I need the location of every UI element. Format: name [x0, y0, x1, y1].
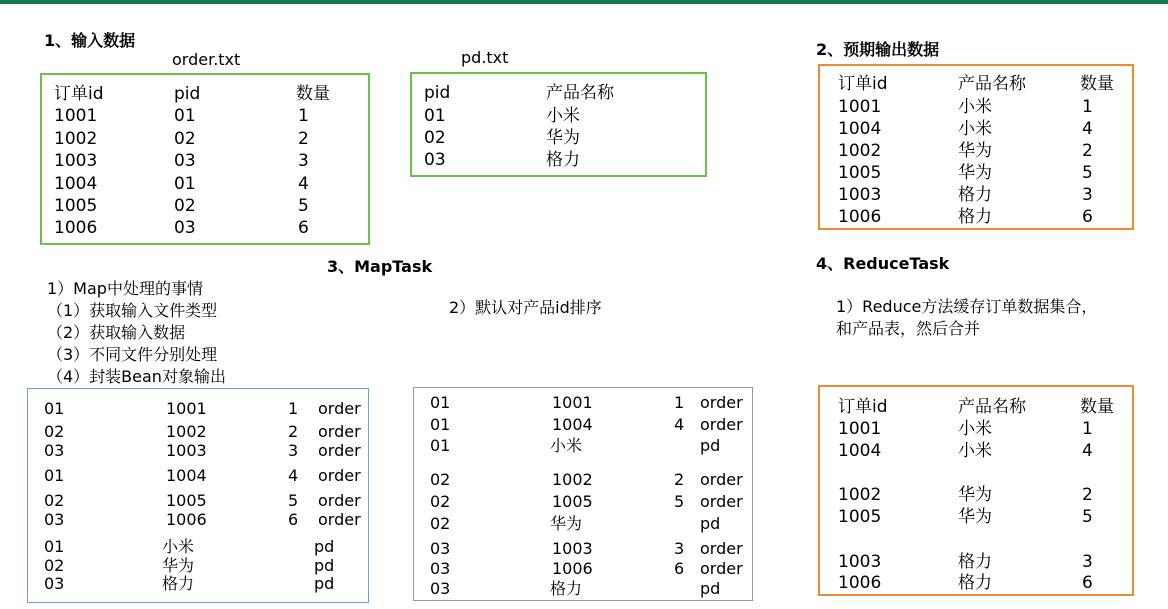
sorted-cell: 4: [674, 415, 685, 434]
sorted-cell: pd: [700, 436, 721, 455]
pd-cell: 03: [424, 150, 446, 170]
map-cell: 2: [288, 422, 299, 441]
expected-cell: 1001: [838, 97, 882, 117]
expected-header-id: 订单id: [838, 74, 888, 94]
order-cell: 1003: [54, 151, 98, 171]
map-cell: 1003: [166, 441, 207, 460]
sorted-cell: 02: [430, 514, 451, 533]
expected-header-qty: 数量: [1080, 74, 1114, 94]
expected-cell: 小米: [958, 97, 992, 117]
section1-title: 1、输入数据: [44, 31, 136, 50]
reduce-cell: 1006: [838, 573, 882, 593]
map-output-box: [27, 388, 369, 603]
map-cell: 小米: [162, 537, 195, 556]
map-cell: 格力: [162, 574, 195, 593]
reduce-cell: 1003: [838, 552, 882, 572]
map-cell: 03: [44, 510, 65, 529]
sorted-cell: 03: [430, 579, 451, 598]
pd-cell: 格力: [546, 150, 580, 170]
sorted-cell: order: [700, 539, 743, 558]
sorted-cell: 格力: [550, 579, 583, 598]
reduce-output-box: [818, 385, 1134, 596]
expected-cell: 小米: [958, 119, 992, 139]
sorted-cell: 1003: [552, 539, 593, 558]
sorted-cell: 02: [430, 492, 451, 511]
reduce-cell: 小米: [958, 419, 992, 439]
map-cell: 6: [288, 510, 299, 529]
map-cell: order: [318, 441, 361, 460]
section4-title: 4、ReduceTask: [816, 254, 950, 273]
map-cell: 02: [44, 556, 65, 575]
reduce-cell: 1: [1082, 419, 1093, 439]
map-note-4: （3）不同文件分别处理: [47, 345, 218, 364]
order-file-label: order.txt: [172, 50, 241, 69]
reduce-cell: 华为: [958, 485, 992, 505]
map-cell: order: [318, 422, 361, 441]
order-cell: 6: [298, 218, 309, 238]
map-note-5: （4）封装Bean对象输出: [47, 367, 226, 386]
reduce-cell: 5: [1082, 507, 1093, 527]
pd-cell: 小米: [546, 106, 580, 126]
order-cell: 1002: [54, 129, 98, 149]
pd-table-box: [410, 72, 707, 177]
reduce-cell: 1005: [838, 507, 882, 527]
sorted-cell: order: [700, 415, 743, 434]
sorted-cell: order: [700, 393, 743, 412]
order-cell: 1006: [54, 218, 98, 238]
order-cell: 1001: [54, 106, 98, 126]
order-cell: 4: [298, 174, 309, 194]
map-cell: 1001: [166, 399, 207, 418]
expected-cell: 格力: [958, 207, 992, 227]
expected-cell: 5: [1082, 163, 1093, 183]
map-cell: order: [318, 510, 361, 529]
order-cell: 2: [298, 129, 309, 149]
order-cell: 1004: [54, 174, 98, 194]
sorted-cell: 03: [430, 559, 451, 578]
map-cell: 4: [288, 466, 299, 485]
expected-cell: 华为: [958, 141, 992, 161]
map-cell: order: [318, 466, 361, 485]
reduce-cell: 6: [1082, 573, 1093, 593]
sorted-cell: 1002: [552, 470, 593, 489]
reduce-cell: 1001: [838, 419, 882, 439]
sorted-cell: pd: [700, 514, 721, 533]
order-cell: 02: [174, 129, 196, 149]
sorted-cell: 01: [430, 415, 451, 434]
sorted-cell: order: [700, 492, 743, 511]
reduce-header-id: 订单id: [838, 397, 888, 417]
section3-title: 3、MapTask: [327, 257, 433, 276]
expected-cell: 1002: [838, 141, 882, 161]
order-cell: 3: [298, 151, 309, 171]
sorted-cell: order: [700, 470, 743, 489]
order-header-qty: 数量: [296, 84, 330, 104]
reduce-cell: 3: [1082, 552, 1093, 572]
sorted-cell: 1: [674, 393, 685, 412]
map-cell: 02: [44, 491, 65, 510]
sorted-cell: 华为: [550, 514, 583, 533]
sorted-cell: 1005: [552, 492, 593, 511]
map-cell: 1006: [166, 510, 207, 529]
map-cell: pd: [314, 574, 335, 593]
sorted-output-box: [413, 387, 753, 601]
map-cell: 03: [44, 441, 65, 460]
order-table-box: [40, 73, 370, 245]
expected-cell: 1005: [838, 163, 882, 183]
reduce-cell: 小米: [958, 441, 992, 461]
map-cell: 01: [44, 466, 65, 485]
sorted-cell: 1004: [552, 415, 593, 434]
order-cell: 02: [174, 196, 196, 216]
expected-cell: 3: [1082, 185, 1093, 205]
expected-cell: 华为: [958, 163, 992, 183]
sorted-cell: 1001: [552, 393, 593, 412]
expected-cell: 2: [1082, 141, 1093, 161]
order-cell: 03: [174, 218, 196, 238]
sort-note: 2）默认对产品id排序: [449, 298, 602, 317]
sorted-cell: 3: [674, 539, 685, 558]
pd-header-pid: pid: [424, 83, 451, 103]
order-cell: 1: [298, 106, 309, 126]
sorted-cell: 01: [430, 436, 451, 455]
expected-cell: 1003: [838, 185, 882, 205]
top-accent-line: [0, 0, 1168, 4]
reduce-cell: 格力: [958, 573, 992, 593]
map-note-1: 1）Map中处理的事情: [47, 279, 203, 298]
sorted-cell: 01: [430, 393, 451, 412]
sorted-cell: 2: [674, 470, 685, 489]
reduce-cell: 格力: [958, 552, 992, 572]
order-cell: 5: [298, 196, 309, 216]
map-cell: order: [318, 399, 361, 418]
section2-title: 2、预期输出数据: [816, 40, 940, 59]
reduce-header-name: 产品名称: [958, 397, 1026, 417]
expected-cell: 1: [1082, 97, 1093, 117]
reduce-header-qty: 数量: [1080, 397, 1114, 417]
reduce-cell: 1002: [838, 485, 882, 505]
reduce-cell: 1004: [838, 441, 882, 461]
order-header-id: 订单id: [54, 84, 104, 104]
order-cell: 01: [174, 174, 196, 194]
order-cell: 03: [174, 151, 196, 171]
map-cell: pd: [314, 537, 335, 556]
expected-cell: 4: [1082, 119, 1093, 139]
reduce-cell: 2: [1082, 485, 1093, 505]
map-cell: 1005: [166, 491, 207, 510]
reduce-note-line1: 1）Reduce方法缓存订单数据集合，: [836, 297, 1098, 316]
expected-cell: 1006: [838, 207, 882, 227]
map-cell: 3: [288, 441, 299, 460]
sorted-cell: 5: [674, 492, 685, 511]
expected-output-box: [818, 64, 1134, 230]
map-cell: 01: [44, 399, 65, 418]
pd-cell: 华为: [546, 128, 580, 148]
expected-cell: 1004: [838, 119, 882, 139]
order-cell: 1005: [54, 196, 98, 216]
sorted-cell: 6: [674, 559, 685, 578]
expected-cell: 格力: [958, 185, 992, 205]
sorted-cell: 1006: [552, 559, 593, 578]
expected-cell: 6: [1082, 207, 1093, 227]
pd-cell: 02: [424, 128, 446, 148]
reduce-cell: 华为: [958, 507, 992, 527]
map-cell: 01: [44, 537, 65, 556]
sorted-cell: 小米: [550, 436, 583, 455]
map-cell: pd: [314, 556, 335, 575]
sorted-cell: pd: [700, 579, 721, 598]
map-cell: 华为: [162, 556, 195, 575]
expected-header-name: 产品名称: [958, 74, 1026, 94]
map-cell: order: [318, 491, 361, 510]
order-header-pid: pid: [174, 84, 201, 104]
pd-cell: 01: [424, 106, 446, 126]
sorted-cell: 02: [430, 470, 451, 489]
pd-file-label: pd.txt: [461, 48, 509, 67]
map-note-3: （2）获取输入数据: [47, 323, 186, 342]
order-cell: 01: [174, 106, 196, 126]
map-cell: 02: [44, 422, 65, 441]
sorted-cell: order: [700, 559, 743, 578]
pd-header-name: 产品名称: [546, 83, 614, 103]
reduce-cell: 4: [1082, 441, 1093, 461]
map-cell: 1002: [166, 422, 207, 441]
map-note-2: （1）获取输入文件类型: [47, 301, 218, 320]
sorted-cell: 03: [430, 539, 451, 558]
map-cell: 03: [44, 574, 65, 593]
reduce-note-line2: 和产品表，然后合并: [836, 319, 981, 338]
map-cell: 1004: [166, 466, 207, 485]
map-cell: 5: [288, 491, 299, 510]
map-cell: 1: [288, 399, 299, 418]
